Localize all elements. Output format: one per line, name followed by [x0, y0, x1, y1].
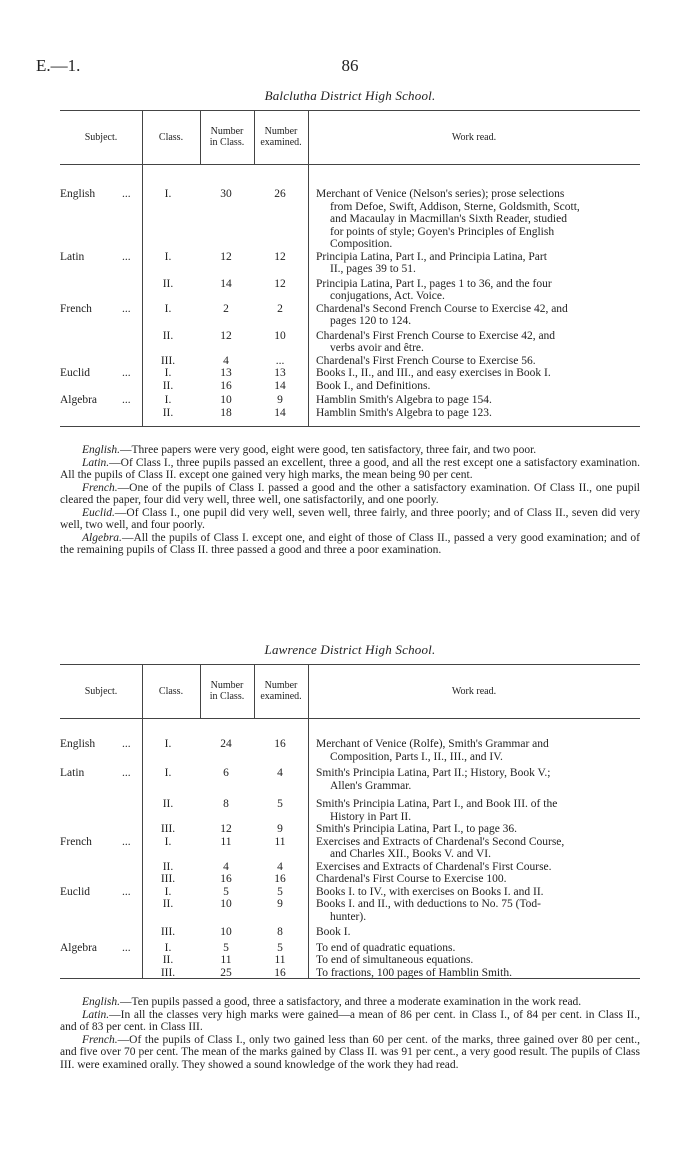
header-class: Class. [158, 686, 184, 697]
number-examined-cell: 16 [274, 873, 286, 885]
class-cell: I. [164, 941, 172, 954]
work-line: Books I. and II., with deductions to No. 75 (Tod- [316, 898, 542, 910]
remark-subject: French. [82, 1033, 118, 1046]
header-line: Number [210, 126, 244, 137]
work-line: Principia Latina, Part I., pages 1 to 36, and the four [316, 277, 552, 290]
class-cell: II. [162, 898, 174, 910]
number-examined-cell: 16 [274, 738, 286, 750]
remark-text: —All the pupils of Class I. except one, and eight of those of Class II., passed a very good examination; and of the remaining pupils of Class II. three passed a good and three a poor examination. [60, 531, 640, 556]
number-in-class-cell: 18 [220, 406, 232, 419]
work-line: Exercises and Extracts of Chardenal's Second Course, [316, 835, 565, 848]
table-bottom-rule [60, 426, 640, 427]
number-examined-cell: 11 [274, 954, 286, 966]
number-in-class-cell: 24 [220, 738, 232, 750]
class-cell: I. [164, 250, 172, 263]
leader-dots: ... [122, 738, 131, 750]
remark-subject: Euclid. [82, 506, 115, 519]
work-read-cell [316, 251, 640, 276]
table-top-rule [60, 664, 640, 665]
number-examined-cell: 10 [274, 329, 286, 342]
class-cell: I. [164, 885, 172, 898]
work-read-cell [316, 367, 640, 380]
number-examined-cell: 9 [277, 898, 283, 910]
work-line: Hamblin Smith's Algebra to page 154. [316, 394, 492, 406]
number-in-class-cell: 10 [220, 394, 232, 406]
header-subject: Subject. [84, 132, 118, 143]
school-title: Lawrence District High School. [264, 642, 436, 657]
number-in-class-cell: 2 [223, 302, 229, 315]
leader-dots: ... [122, 941, 131, 954]
number-in-class-cell: 25 [220, 966, 232, 979]
work-line: To end of simultaneous equations. [316, 954, 474, 966]
table-header-rule [60, 718, 640, 719]
class-cell: II. [162, 329, 174, 342]
number-examined-cell: 11 [274, 835, 286, 848]
class-cell: I. [164, 367, 172, 379]
header-class: Class. [158, 132, 184, 143]
work-read-cell [316, 355, 640, 368]
remark-paragraph [60, 482, 640, 507]
page-number: 86 [341, 56, 359, 75]
work-line: Allen's Grammar. [330, 779, 412, 792]
work-read-cell [316, 330, 640, 355]
work-line: hunter). [330, 910, 367, 923]
remark-paragraph [60, 532, 640, 557]
subject-cell: English [60, 738, 96, 750]
leader-dots: ... [122, 188, 131, 200]
header-number-in-class [200, 126, 254, 148]
header-line: in Class. [209, 137, 245, 148]
work-line: and Macaulay in Macmillan's Sixth Reader, studied [330, 213, 567, 225]
work-line: To end of quadratic equations. [316, 941, 456, 954]
class-cell: I. [164, 394, 172, 406]
number-in-class-cell: 6 [223, 767, 229, 779]
column-divider [142, 718, 143, 978]
subject-cell: Euclid [60, 885, 91, 898]
remark-subject: Latin. [82, 1008, 110, 1021]
number-examined-cell: 4 [277, 860, 283, 873]
work-line: for points of style; Goyen's Principles of English [330, 225, 555, 238]
number-examined-cell: 14 [274, 406, 286, 419]
number-examined-cell: 5 [277, 885, 283, 898]
number-examined-cell: 4 [277, 767, 283, 779]
class-cell: II. [162, 277, 174, 290]
header-line: in Class. [209, 691, 245, 702]
work-line: Book I., and Definitions. [316, 379, 431, 392]
header-line: examined. [260, 691, 302, 702]
page-header [0, 56, 700, 80]
work-read-cell [316, 898, 640, 923]
remark-text: —Three papers were very good, eight were good, ten satisfactory, three fair, and two poor. [120, 444, 537, 456]
table-bottom-rule [60, 978, 640, 979]
number-examined-cell: 12 [274, 250, 286, 263]
school-title: Balclutha District High School. [264, 88, 436, 103]
remark-paragraph [60, 1034, 640, 1072]
remark-subject: English. [82, 996, 121, 1008]
header-number-examined [254, 680, 308, 702]
work-line: Books I. to IV., with exercises on Books I. and II. [316, 885, 544, 898]
work-line: Chardenal's First French Course to Exercise 56. [316, 354, 536, 367]
number-in-class-cell: 13 [220, 367, 232, 379]
work-read-cell [316, 954, 640, 967]
work-line: Hamblin Smith's Algebra to page 123. [316, 406, 492, 419]
table-header-rule [60, 164, 640, 165]
work-line: Chardenal's Second French Course to Exercise 42, and [316, 302, 568, 315]
remark-paragraph [60, 1009, 640, 1034]
class-cell: III. [160, 354, 176, 367]
number-examined-cell: 2 [277, 302, 283, 315]
work-read-cell [316, 942, 640, 955]
class-cell: II. [162, 406, 174, 419]
number-in-class-cell: 11 [220, 954, 232, 966]
work-read-cell [316, 394, 640, 407]
work-line: from Defoe, Swift, Addison, Sterne, Goldsmith, Scott, [330, 200, 580, 213]
work-read-cell [316, 798, 640, 823]
number-examined-cell: 26 [274, 188, 286, 200]
remark-paragraph [60, 996, 640, 1009]
work-line: and Charles XII., Books V. and VI. [330, 848, 491, 860]
leader-dots: ... [122, 835, 131, 848]
report-code: E.—1. [36, 56, 81, 75]
subject-cell: Euclid [60, 367, 91, 379]
subject-cell: Latin [60, 767, 85, 779]
remark-text: —Of Class I., three pupils passed an excellent, three a good, and all the rest except one a satisfactory examination. All the pupils of Class II. except one gained very high marks, the mean being 90 per cent. [60, 456, 640, 481]
remark-paragraph [60, 457, 640, 482]
number-examined-cell: ... [275, 354, 285, 367]
work-read-cell [316, 873, 640, 886]
number-in-class-cell: 14 [220, 277, 232, 290]
work-line: To fractions, 100 pages of Hamblin Smith. [316, 966, 512, 979]
work-line: pages 120 to 124. [330, 315, 412, 327]
work-read-cell [316, 926, 640, 939]
work-line: II., pages 39 to 51. [330, 263, 416, 275]
number-examined-cell: 13 [274, 367, 286, 379]
header-subject: Subject. [84, 686, 118, 697]
leader-dots: ... [122, 250, 131, 263]
leader-dots: ... [122, 302, 131, 315]
number-in-class-cell: 8 [223, 798, 229, 810]
class-cell: III. [160, 873, 176, 885]
number-examined-cell: 5 [277, 798, 283, 810]
class-cell: III. [160, 926, 176, 938]
class-cell: I. [164, 738, 172, 750]
work-line: Composition. [330, 238, 393, 250]
header-work-read: Work read. [451, 686, 497, 697]
remark-subject: French. [82, 481, 118, 494]
remark-text: —In all the classes very high marks were gained—a mean of 86 per cent. in Class I., of 84 per cent. in Class II., and of 83 per cent. in Class III. [60, 1008, 640, 1033]
work-line: Composition, Parts I., II., III., and IV. [330, 750, 503, 763]
subject-cell: French [60, 302, 92, 315]
number-examined-cell: 14 [274, 379, 286, 392]
number-in-class-cell: 5 [223, 885, 229, 898]
remark-text: —One of the pupils of Class I. passed a good and the other a satisfactory examination. Of Class II., one pupil cleared the paper, four did very well, three well, one satisfactorily, and one poorly. [60, 481, 640, 506]
class-cell: II. [162, 860, 174, 873]
number-in-class-cell: 30 [220, 188, 232, 200]
work-line: History in Part II. [330, 810, 412, 823]
examiner-remarks [60, 444, 640, 557]
class-cell: II. [162, 954, 174, 966]
column-divider [308, 718, 309, 978]
leader-dots: ... [122, 885, 131, 898]
work-read-cell [316, 407, 640, 420]
work-line: Merchant of Venice (Rolfe), Smith's Grammar and [316, 738, 549, 750]
header-number-examined [254, 126, 308, 148]
work-line: Smith's Principia Latina, Part I., to page 36. [316, 823, 518, 835]
number-examined-cell: 9 [277, 823, 283, 835]
work-read-cell [316, 380, 640, 393]
work-read-cell [316, 188, 640, 251]
header-line: Number [264, 126, 298, 137]
class-cell: III. [160, 823, 176, 835]
work-line: conjugations, Act. Voice. [330, 290, 445, 302]
remark-subject: English. [82, 444, 121, 456]
subject-cell: Latin [60, 250, 85, 263]
number-in-class-cell: 10 [220, 898, 232, 910]
work-read-cell [316, 861, 640, 874]
header-number-in-class [200, 680, 254, 702]
work-read-cell [316, 823, 640, 836]
work-line: verbs avoir and être. [330, 342, 424, 354]
class-cell: I. [164, 767, 172, 779]
subject-cell: English [60, 188, 96, 200]
work-line: Book I. [316, 926, 351, 938]
number-examined-cell: 8 [277, 926, 283, 938]
remark-paragraph [60, 444, 640, 457]
work-line: Exercises and Extracts of Chardenal's First Course. [316, 860, 552, 873]
header-line: examined. [260, 137, 302, 148]
remark-subject: Algebra. [82, 531, 122, 544]
number-in-class-cell: 12 [220, 250, 232, 263]
work-line: Books I., II., and III., and easy exercises in Book I. [316, 367, 551, 379]
class-cell: I. [164, 302, 172, 315]
remark-text: —Ten pupils passed a good, three a satisfactory, and three a moderate examination in the work read. [120, 996, 582, 1008]
header-line: Number [210, 680, 244, 691]
subject-cell: Algebra [60, 941, 98, 954]
work-read-cell [316, 278, 640, 303]
work-line: Merchant of Venice (Nelson's series); prose selections [316, 188, 565, 200]
work-read-cell [316, 738, 640, 763]
work-line: Smith's Principia Latina, Part I., and Book III. of the [316, 798, 558, 810]
work-read-cell [316, 767, 640, 792]
leader-dots: ... [122, 367, 131, 379]
header-work-read: Work read. [451, 132, 497, 143]
column-divider [308, 164, 309, 426]
number-in-class-cell: 4 [223, 860, 229, 873]
class-cell: III. [160, 966, 176, 979]
remark-subject: Latin. [82, 456, 110, 469]
work-read-cell [316, 836, 640, 861]
remark-text: —Of the pupils of Class I., only two gained less than 60 per cent. of the marks, three gained over 80 per cent., and five over 70 per cent. The mean of the marks gained by Class II. was 91 per cent., a very good result. The pupils of Class III. were examined orally. They showed a sound knowledge of the work they had read. [60, 1033, 640, 1071]
number-examined-cell: 5 [277, 941, 283, 954]
number-in-class-cell: 4 [223, 354, 229, 367]
number-in-class-cell: 12 [220, 329, 232, 342]
remark-text: —Of Class I., one pupil did very well, seven well, three fairly, and three poorly; and of Class II., seven did very well, two well, and four poorly. [60, 506, 640, 531]
number-in-class-cell: 10 [220, 926, 232, 938]
number-in-class-cell: 11 [220, 835, 232, 848]
number-in-class-cell: 16 [220, 873, 232, 885]
class-cell: I. [164, 188, 172, 200]
number-examined-cell: 9 [277, 394, 283, 406]
work-line: Chardenal's First Course to Exercise 100. [316, 873, 507, 885]
number-in-class-cell: 5 [223, 941, 229, 954]
work-line: Principia Latina, Part I., and Principia Latina, Part [316, 250, 547, 263]
number-in-class-cell: 16 [220, 379, 232, 392]
class-cell: II. [162, 379, 174, 392]
work-line: Chardenal's First French Course to Exercise 42, and [316, 329, 556, 342]
table-top-rule [60, 110, 640, 111]
examiner-remarks [60, 996, 640, 1071]
work-read-cell [316, 886, 640, 899]
leader-dots: ... [122, 767, 131, 779]
number-examined-cell: 12 [274, 277, 286, 290]
number-in-class-cell: 12 [220, 823, 232, 835]
leader-dots: ... [122, 394, 131, 406]
remark-paragraph [60, 507, 640, 532]
header-line: Number [264, 680, 298, 691]
class-cell: II. [162, 798, 174, 810]
subject-cell: French [60, 835, 92, 848]
work-line: Smith's Principia Latina, Part II.; History, Book V.; [316, 767, 551, 779]
class-cell: I. [164, 835, 172, 848]
number-examined-cell: 16 [274, 966, 286, 979]
subject-cell: Algebra [60, 394, 98, 406]
work-read-cell [316, 303, 640, 328]
